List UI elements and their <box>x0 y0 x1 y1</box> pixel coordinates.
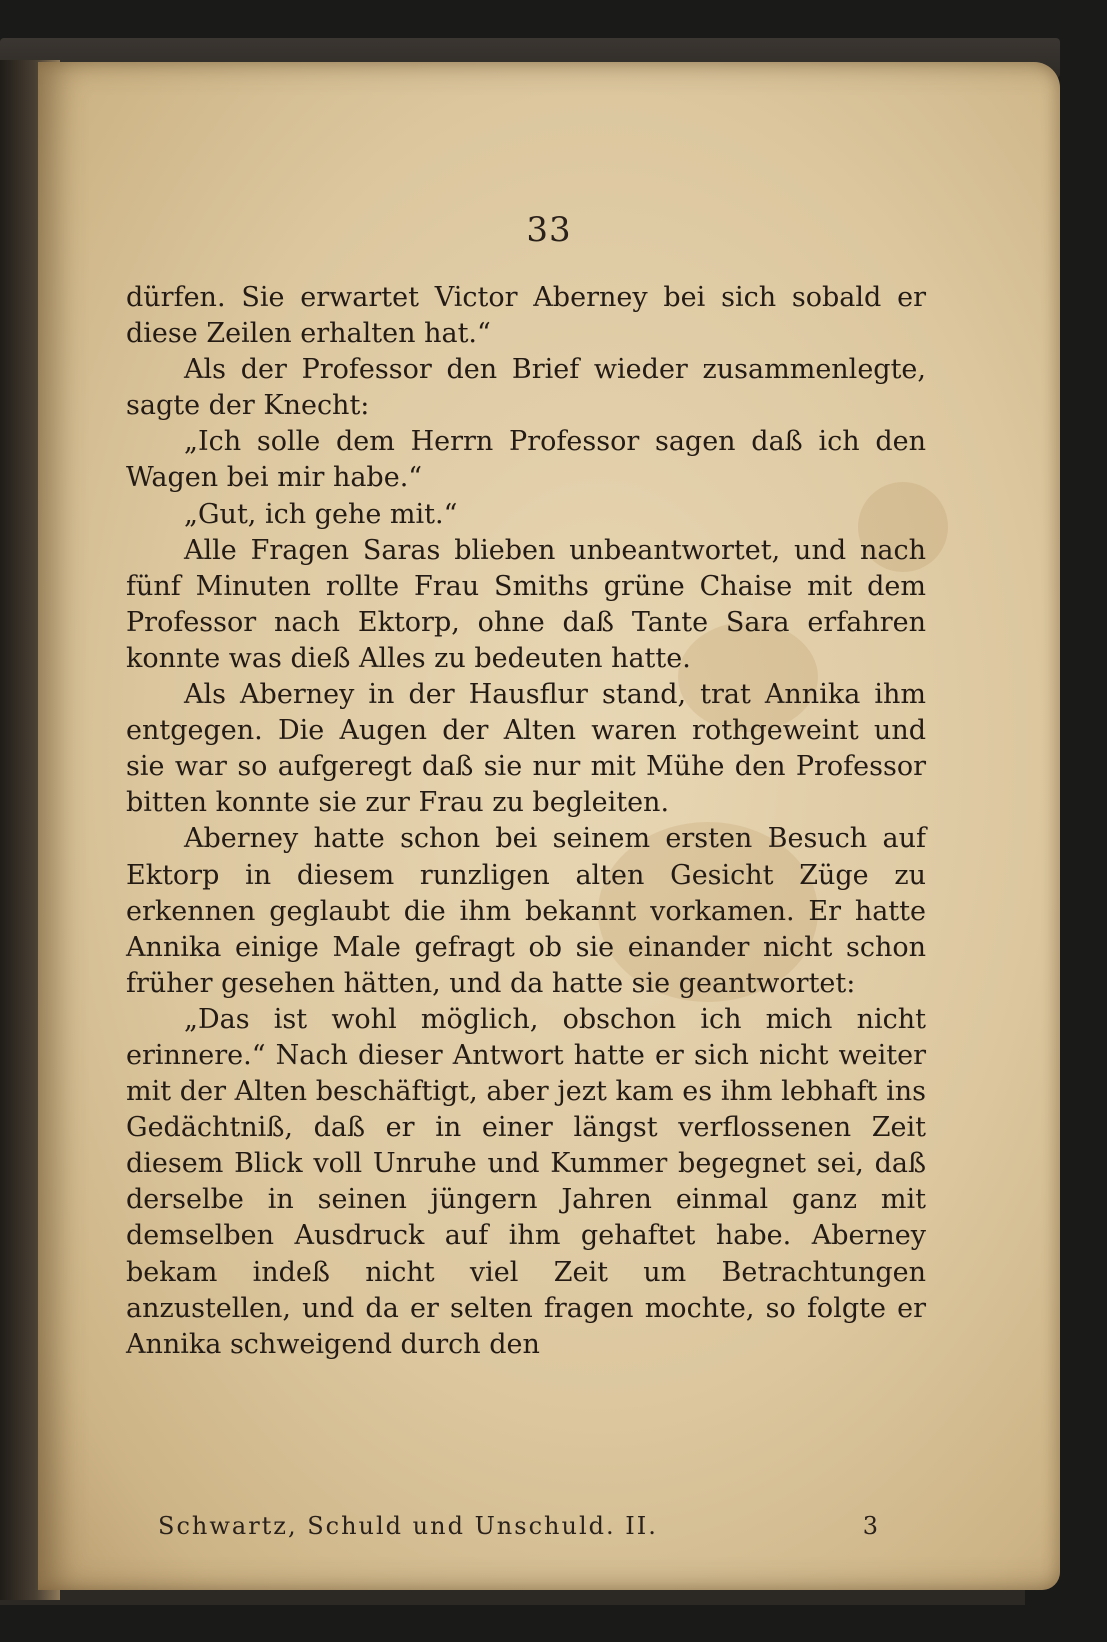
page-footer <box>158 1512 878 1540</box>
page-number: 33 <box>526 210 572 250</box>
footer-sheet-number: 3 <box>862 1512 878 1540</box>
paragraph: Aberney hatte schon bei seinem ersten Besuch auf Ektorp in diesem runzligen alten Gesicht Züge zu erkennen geglaubt die ihm bekannt vorkamen. Er hatte Annika einige Male gefragt ob sie einander nicht schon früher gesehen hätten, und da hatte sie geantwortet: <box>126 823 926 999</box>
paragraph: Als Aberney in der Hausflur stand, trat Annika ihm entgegen. Die Augen der Alten waren rothgeweint und sie war so aufgeregt daß sie nur mit Mühe den Professor bitten konnte sie zur Frau zu begleiten. <box>126 679 926 819</box>
paragraph: Alle Fragen Saras blieben unbeantwortet, und nach fünf Minuten rollte Frau Smiths grüne Chaise mit dem Professor nach Ektorp, ohne daß Tante Sara erfahren konnte was dieß Alles zu bedeuten hatte. <box>126 534 926 674</box>
paragraph: „Das ist wohl möglich, obschon ich mich nicht erinnere.“ Nach dieser Antwort hatte er sich nicht weiter mit der Alten beschäftigt, aber jezt kam es ihm lebhaft ins Gedächtniß, daß er in einer längst verflossenen Zeit diesem Blick voll Unruhe und Kummer begegnet sei, daß derselbe in seinen jüngern Jahren einmal ganz mit demselben Ausdruck auf ihm gehaftet habe. Aberney bekam indeß nicht viel Zeit um Betrachtungen anzustellen, und da er selten fragen mochte, so folgte er Annika schweigend durch den <box>126 1003 926 1360</box>
paragraph: Als der Professor den Brief wieder zusammenlegte, sagte der Knecht: <box>126 354 926 422</box>
book-page <box>38 62 1060 1590</box>
body-text <box>126 280 926 1363</box>
paragraph: „Ich solle dem Herrn Professor sagen daß ich den Wagen bei mir habe.“ <box>126 426 926 494</box>
footer-signature: Schwartz, Schuld und Unschuld. II. <box>158 1512 658 1540</box>
paragraph: dürfen. Sie erwartet Victor Aberney bei sich sobald er diese Zeilen erhalten hat.“ <box>126 282 926 350</box>
paragraph: „Gut, ich gehe mit.“ <box>184 498 458 530</box>
